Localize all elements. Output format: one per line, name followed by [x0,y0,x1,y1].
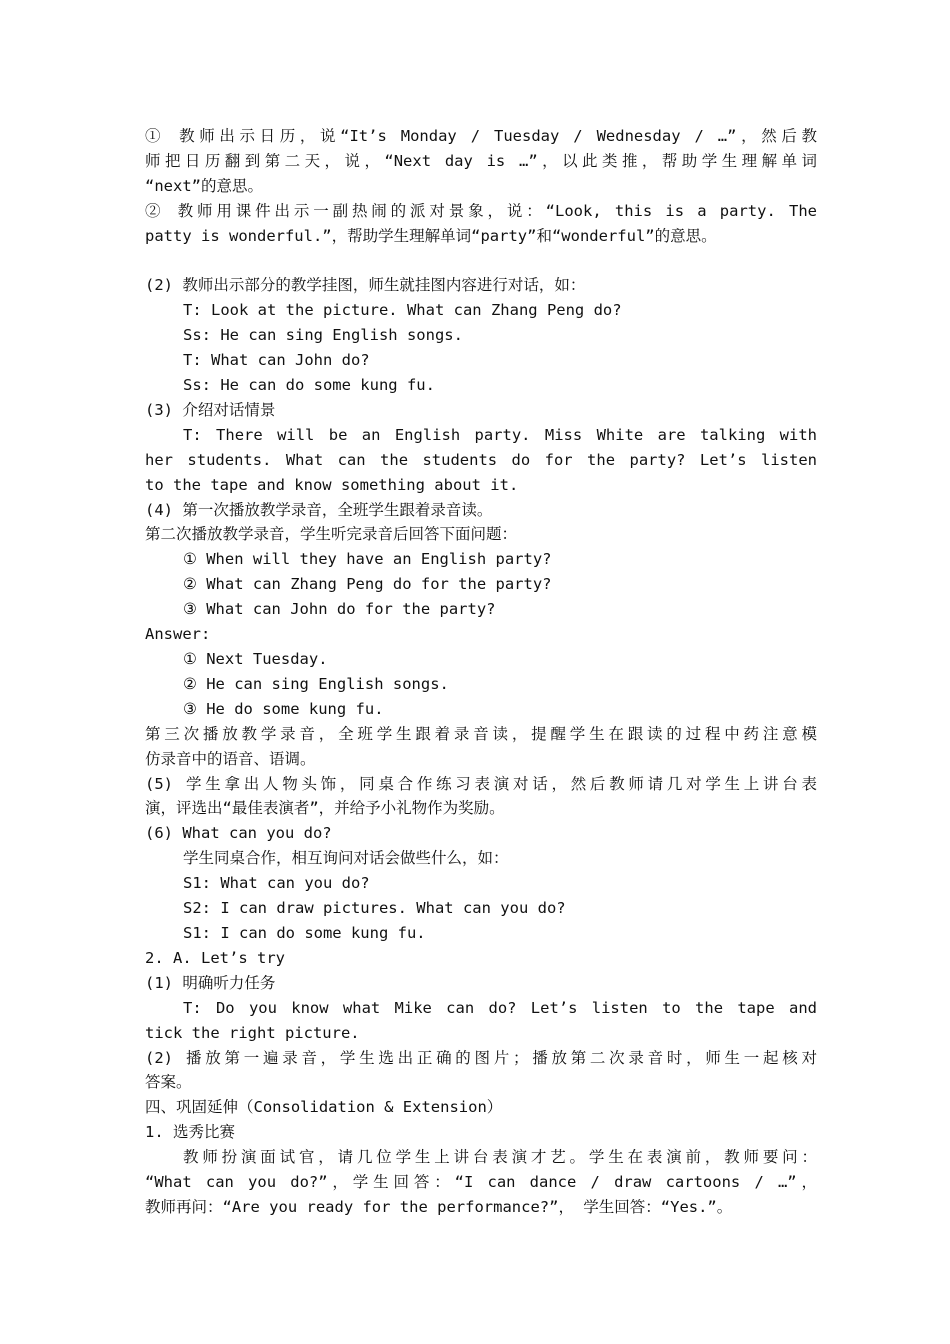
text-line: (3) 介绍对话情景 [145,400,276,419]
text-line: T: Do you know what Mike can do? Let’s listen to the tape and [183,998,817,1017]
text-line: ① Next Tuesday. [183,650,328,669]
text-line: 1. 选秀比赛 [145,1123,235,1142]
text-line: T: Look at the picture. What can Zhang Peng do? [183,301,622,320]
text-line: (5) 学生拿出人物头饰，同桌合作练习表演对话，然后教师请几对学生上讲台表 [145,774,817,793]
text-line: 第三次播放教学录音，全班学生跟着录音读，提醒学生在跟读的过程中药注意模 [145,724,817,743]
text-line: 第二次播放教学录音，学生听完录音后回答下面问题： [145,525,518,544]
text-line: S2: I can draw pictures. What can you do? [183,899,566,918]
text-line: 答案。 [145,1073,192,1092]
text-line: ③ What can John do for the party? [183,600,496,619]
text-line: 仿录音中的语音、语调。 [145,749,316,768]
text-line: ① When will they have an English party? [183,550,552,569]
text-line: Answer: [145,625,211,644]
text-line: (4) 第一次播放教学录音，全班学生跟着录音读。 [145,500,493,519]
text-line: tick the right picture. [145,1023,360,1042]
text-line: (2) 教师出示部分的教学挂图，师生就挂图内容进行对话，如： [145,276,586,295]
text-line: ② 教师用课件出示一副热闹的派对景象，说：“Look, this is a party. The [145,201,817,220]
text-line: “next”的意思。 [145,176,263,195]
document-body [145,124,817,1220]
text-line: to the tape and know something about it. [145,475,519,494]
text-line: “What can you do?”，学生回答：“I can dance / draw cartoons / …”， [145,1173,817,1192]
text-line: S1: I can do some kung fu. [183,923,426,942]
text-line: 教师再问：“Are you ready for the performance?”， 学生回答：“Yes.”。 [145,1197,733,1216]
text-line: T: There will be an English party. Miss White are talking with [183,425,817,444]
text-line: 教师扮演面试官，请几位学生上讲台表演才艺。学生在表演前，教师要问： [183,1148,817,1167]
text-line: 2. A. Let’s try [145,948,285,967]
text-line: ② He can sing English songs. [183,674,449,693]
text-line: 演，评选出“最佳表演者”，并给予小礼物作为奖励。 [145,799,505,818]
text-line: 师把日历翻到第二天，说，“Next day is …”，以此类推，帮助学生理解单词 [145,151,817,170]
text-line: Ss: He can sing English songs. [183,326,463,345]
text-line: her students. What can the students do for the party? Let’s listen [145,450,817,469]
text-line: (6) What can you do? [145,824,332,843]
text-line: Ss: He can do some kung fu. [183,376,435,395]
text-line: 四、巩固延伸（Consolidation & Extension） [145,1098,503,1117]
text-line: ① 教师出示日历，说“It’s Monday / Tuesday / Wednesday / …”，然后教 [145,127,817,145]
text-line: (1) 明确听力任务 [145,973,276,992]
text-line: (2) 播放第一遍录音，学生选出正确的图片；播放第二次录音时，师生一起核对 [145,1048,817,1067]
text-line: patty is wonderful.”，帮助学生理解单词“party”和“wonderful”的意思。 [145,226,717,245]
text-line: ③ He do some kung fu. [183,699,384,718]
text-line: ② What can Zhang Peng do for the party? [183,575,552,594]
text-line: S1: What can you do? [183,874,370,893]
blank-line [145,249,817,274]
text-line: 学生同桌合作，相互询问对话会做些什么，如： [183,849,509,868]
text-line: T: What can John do? [183,351,370,370]
